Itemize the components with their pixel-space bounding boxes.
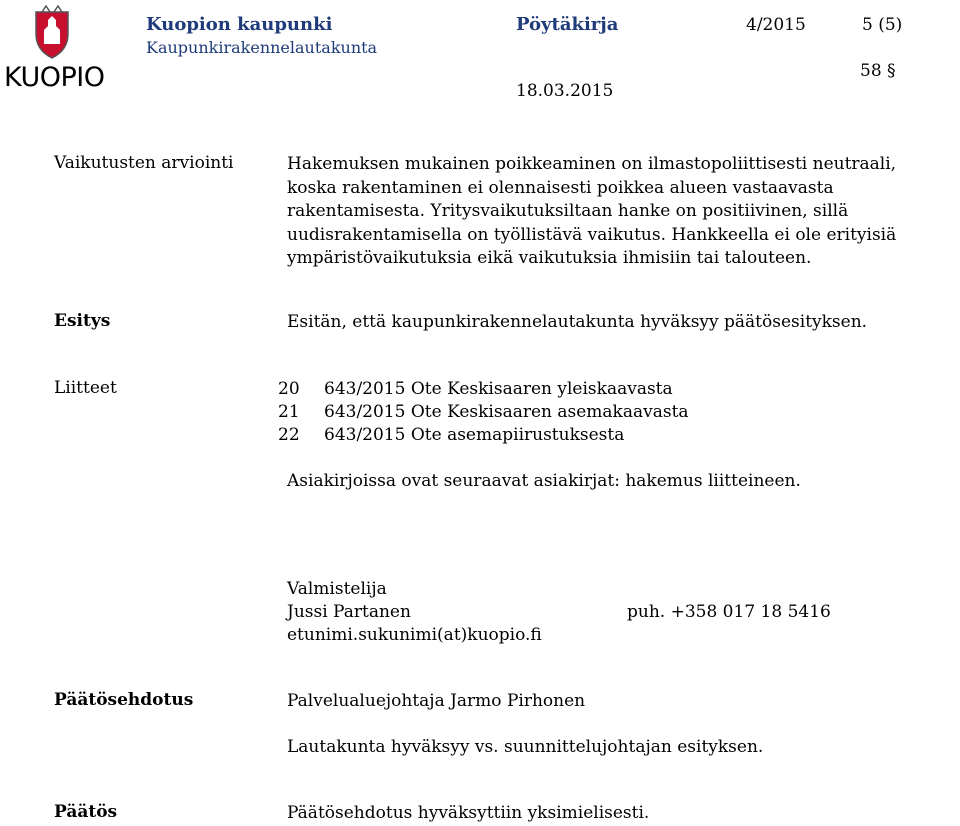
attachment-list: [278, 378, 689, 447]
decision-proposal-label: Päätösehdotus: [54, 690, 194, 710]
attachment-number: 22: [278, 425, 300, 445]
page-number: 5 (5): [862, 15, 903, 35]
proposal-intro-text: Esitän, että kaupunkirakennelautakunta hyväksyy päätösesityksen.: [287, 312, 868, 332]
attachment-title: 643/2015 Ote Keskisaaren yleiskaavasta: [324, 379, 673, 399]
attachment-number: 21: [278, 402, 300, 422]
kuopio-logo: [2, 4, 105, 96]
attachment-item: [278, 424, 689, 447]
decision-label: Päätös: [54, 802, 118, 822]
document-number: 4/2015: [746, 15, 806, 35]
preparer-title: Valmistelija: [287, 579, 387, 599]
organization-name: Kuopion kaupunki: [146, 14, 333, 35]
documents-note: Asiakirjoissa ovat seuraavat asiakirjat: hakemus liitteineen.: [287, 471, 801, 491]
meeting-date: 18.03.2015: [516, 81, 614, 101]
attachment-number: 20: [278, 379, 300, 399]
attachment-item: [278, 378, 689, 401]
assessment-text: Hakemuksen mukainen poikkeaminen on ilmastopoliittisesti neutraali, koska rakentaminen ei olennaisesti poikkea alueen vastaavasta rakentamisesta. Yritysvaikutuksiltaan hanke on positiivinen, sillä uudisrakentamisella on työllistävä vaikutus. Hankkeella ei ole erityisiä ympäristövaikutuksia eikä vaikutuksia ihmisiin tai talouteen.: [287, 154, 897, 268]
preparer-email: etunimi.sukunimi(at)kuopio.fi: [287, 625, 542, 645]
proposal-intro-label: Esitys: [54, 311, 111, 331]
preparer-phone: puh. +358 017 18 5416: [627, 602, 831, 622]
preparer-block: [287, 578, 831, 647]
decision-text: Päätösehdotus hyväksyttiin yksimielisesti.: [287, 803, 650, 823]
decision-proposal-text: Palvelualuejohtaja Jarmo Pirhonen: [287, 691, 586, 711]
decision-proposal-approval: Lautakunta hyväksyy vs. suunnittelujohtajan esityksen.: [287, 737, 764, 757]
assessment-label: Vaikutusten arviointi: [54, 153, 234, 173]
attachments-label: Liitteet: [54, 378, 117, 398]
committee-name: Kaupunkirakennelautakunta: [146, 38, 378, 57]
attachment-item: [278, 401, 689, 424]
attachment-title: 643/2015 Ote Keskisaaren asemakaavasta: [324, 402, 689, 422]
logo-wordmark: KUOPIO: [4, 62, 105, 93]
section-number: 58 §: [860, 61, 896, 81]
preparer-name: Jussi Partanen: [287, 602, 411, 622]
attachment-title: 643/2015 Ote asemapiirustuksesta: [324, 425, 625, 445]
document-type: Pöytäkirja: [516, 14, 619, 35]
coat-of-arms-icon: [32, 4, 72, 60]
